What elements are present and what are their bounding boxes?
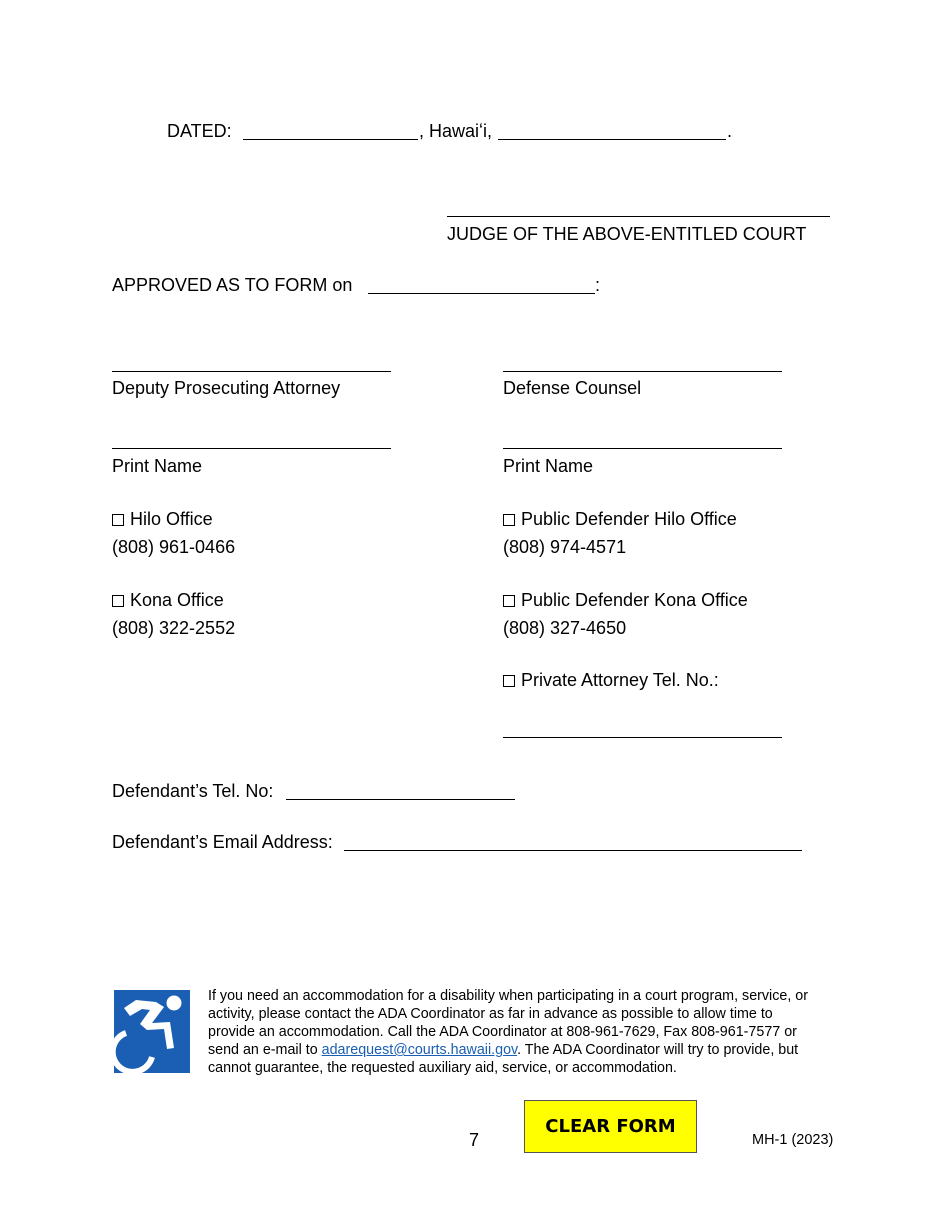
clear-form-button[interactable]: CLEAR FORM bbox=[524, 1100, 697, 1153]
approved-label: APPROVED AS TO FORM on bbox=[112, 275, 353, 295]
form-id: MH-1 (2023) bbox=[752, 1132, 834, 1148]
accessibility-icon bbox=[114, 990, 190, 1073]
dated-separator: , Hawaiʻi, bbox=[419, 121, 493, 141]
dated-date-field[interactable] bbox=[243, 139, 418, 140]
checkbox-icon[interactable] bbox=[503, 675, 515, 687]
prosecutor-print-name-field[interactable] bbox=[112, 448, 391, 449]
defendant-email-label: Defendant’s Email Address: bbox=[112, 832, 333, 852]
defendant-tel-field[interactable] bbox=[286, 799, 515, 800]
pd-kona-phone: (808) 327-4650 bbox=[503, 618, 627, 638]
defense-title: Defense Counsel bbox=[503, 378, 642, 398]
pd-kona-label: Public Defender Kona Office bbox=[521, 590, 748, 610]
ada-notice-text: If you need an accommodation for a disability when participating in a court program, service, or activity, please contact the ADA Coordinator as far in advance as possible to allow time to provide an accommodation. Call the ADA Coordinator at 808-961-7629, Fax 808-961-7577 or send an e-mail to bbox=[208, 988, 808, 1058]
private-attorney-phone-field[interactable] bbox=[503, 737, 782, 738]
ada-notice bbox=[208, 987, 820, 1077]
judge-signature-label: JUDGE OF THE ABOVE-ENTITLED COURT bbox=[447, 224, 807, 244]
defense-signature-line[interactable] bbox=[503, 371, 782, 372]
pd-hilo-label: Public Defender Hilo Office bbox=[521, 509, 737, 529]
prosecutor-title: Deputy Prosecuting Attorney bbox=[112, 378, 341, 398]
ada-notice-text-after: . The ADA Coordinator will try to provide, but cannot guarantee, the requested auxiliary aid, service, or accommodation. bbox=[208, 1042, 799, 1076]
prosecutor-signature-line[interactable] bbox=[112, 371, 391, 372]
defendant-email-field[interactable] bbox=[344, 850, 802, 851]
checkbox-icon[interactable] bbox=[503, 595, 515, 607]
checkbox-icon[interactable] bbox=[503, 514, 515, 526]
checkbox-icon[interactable] bbox=[112, 595, 124, 607]
dated-end: . bbox=[727, 121, 733, 141]
private-attorney-label: Private Attorney Tel. No.: bbox=[521, 670, 719, 690]
ada-email-link[interactable]: adarequest@courts.hawaii.gov bbox=[321, 1042, 518, 1058]
hilo-office-label: Hilo Office bbox=[130, 509, 213, 529]
prosecutor-print-name-label: Print Name bbox=[112, 456, 203, 476]
pd-hilo-option[interactable] bbox=[503, 508, 737, 530]
private-attorney-option[interactable] bbox=[503, 669, 719, 691]
dated-label: DATED: bbox=[167, 121, 232, 141]
hilo-office-phone: (808) 961-0466 bbox=[112, 537, 236, 557]
defense-print-name-label: Print Name bbox=[503, 456, 594, 476]
kona-office-phone: (808) 322-2552 bbox=[112, 618, 236, 638]
hilo-office-option[interactable] bbox=[112, 508, 213, 530]
defendant-tel-label: Defendant’s Tel. No: bbox=[112, 781, 274, 801]
approved-end: : bbox=[595, 275, 601, 295]
kona-office-option[interactable] bbox=[112, 589, 224, 611]
pd-kona-option[interactable] bbox=[503, 589, 748, 611]
defense-print-name-field[interactable] bbox=[503, 448, 782, 449]
checkbox-icon[interactable] bbox=[112, 514, 124, 526]
approved-date-field[interactable] bbox=[368, 293, 595, 294]
dated-place-field[interactable] bbox=[498, 139, 726, 140]
pd-hilo-phone: (808) 974-4571 bbox=[503, 537, 627, 557]
kona-office-label: Kona Office bbox=[130, 590, 224, 610]
page-number: 7 bbox=[469, 1130, 480, 1150]
judge-signature-line[interactable] bbox=[447, 216, 830, 217]
